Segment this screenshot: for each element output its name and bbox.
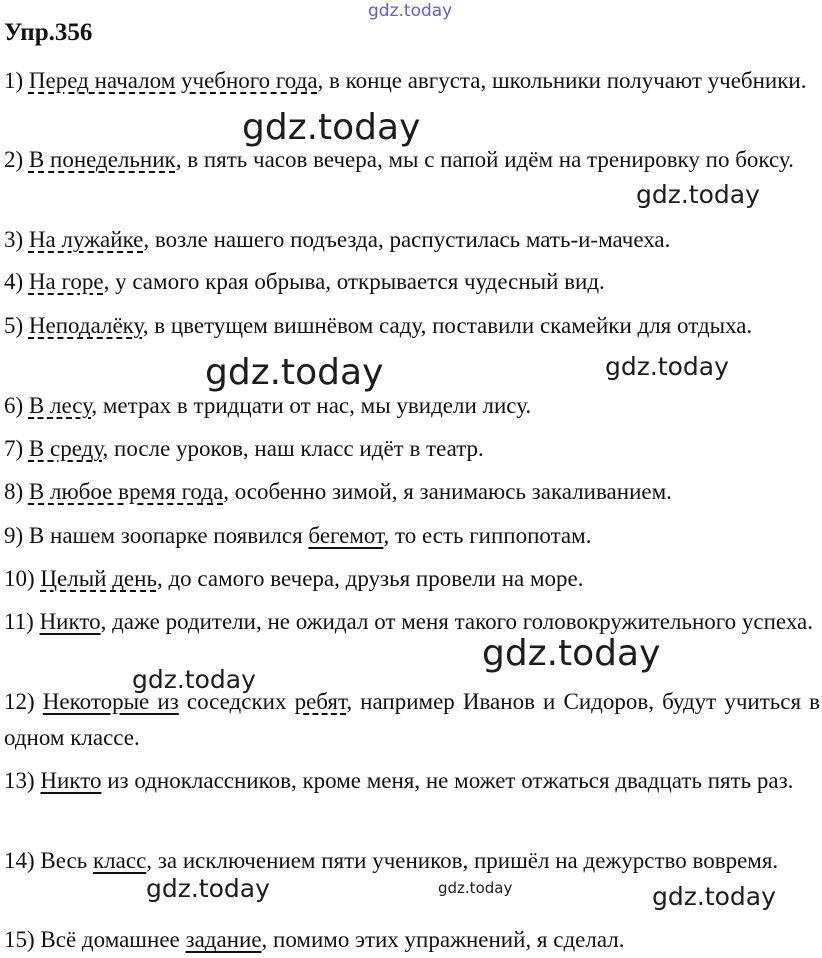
marked-word: ребят [294, 689, 347, 714]
sentence-14 [4, 843, 820, 879]
watermark: gdz.today [652, 882, 776, 911]
marked-word: задание [185, 927, 262, 952]
sentence-6 [4, 388, 820, 424]
marked-phrase: На лужайке [28, 227, 144, 252]
marked-phrase: Некоторые из [42, 689, 179, 714]
watermark: gdz.today [482, 633, 661, 674]
sentence-text: , до самого вечера, друзья провели на море. [156, 566, 584, 591]
sentence-number: 7) [4, 436, 24, 461]
watermark: gdz.today [146, 874, 270, 903]
sentence-text: , даже родители, не ожидал от меня такого головокружительного успеха. [100, 609, 813, 634]
watermark: gdz.today [205, 352, 384, 393]
sentence-number: 9) [4, 523, 24, 548]
sentence-1 [4, 63, 820, 99]
sentence-text: , после уроков, наш класс идёт в театр. [102, 436, 484, 461]
sentence-9 [4, 518, 820, 554]
watermark: gdz.today [368, 1, 453, 21]
marked-phrase: В лесу [28, 393, 92, 418]
sentence-10 [4, 561, 820, 597]
sentence-number: 15) [4, 927, 35, 952]
sentence-4 [4, 264, 820, 300]
sentence-7 [4, 431, 820, 467]
sentence-11 [4, 604, 820, 640]
sentence-text: из одноклассников, кроме меня, не может отжаться двадцать пять раз. [101, 768, 794, 793]
sentence-13 [4, 763, 820, 799]
sentence-text: , в пять часов вечера, мы с папой идём на тренировку по боксу. [175, 147, 794, 172]
marked-word: класс [93, 848, 147, 873]
watermark: gdz.today [132, 665, 256, 694]
sentence-number: 11) [4, 609, 34, 634]
sentence-number: 6) [4, 393, 24, 418]
marked-phrase: Перед началом учебного года [28, 68, 318, 93]
sentence-number: 12) [4, 689, 35, 714]
sentence-text: В нашем зоопарке появился [28, 523, 309, 548]
marked-phrase: В среду [28, 436, 103, 461]
sentence-text: , например Иванов и Сидоров, будут учиться в одном классе. [4, 689, 821, 750]
sentence-text: , помимо этих упражнений, я сделал. [261, 927, 625, 952]
marked-phrase: В понедельник [28, 147, 176, 172]
marked-phrase: Целый день [40, 566, 157, 591]
sentence-number: 4) [4, 269, 24, 294]
watermark: gdz.today [242, 107, 421, 148]
sentence-text: , возле нашего подъезда, распустилась мать-и-мачеха. [143, 227, 671, 252]
sentence-text: , в конце августа, школьники получают учебники. [317, 68, 807, 93]
sentence-8 [4, 474, 820, 510]
marked-word: Никто [39, 609, 101, 634]
sentence-number: 10) [4, 566, 35, 591]
marked-word: бегемот [308, 523, 384, 548]
sentence-text: соседских [178, 689, 295, 714]
sentence-text: , в цветущем вишнёвом саду, поставили скамейки для отдыха. [142, 313, 753, 338]
watermark: gdz.today [605, 352, 729, 381]
sentence-12 [4, 684, 820, 756]
marked-phrase: На горе [28, 269, 104, 294]
sentence-text: Весь [40, 848, 93, 873]
sentence-number: 2) [4, 147, 24, 172]
sentence-text: , за исключением пяти учеников, пришёл на дежурство вовремя. [146, 848, 779, 873]
sentence-number: 14) [4, 848, 35, 873]
sentence-text: Всё домашнее [40, 927, 186, 952]
watermark: gdz.today [438, 879, 513, 897]
sentence-number: 5) [4, 313, 24, 338]
sentence-number: 8) [4, 479, 24, 504]
exercise-title: Упр.356 [4, 19, 93, 46]
sentence-number: 1) [4, 68, 24, 93]
sentence-text: , метрах в тридцати от нас, мы увидели лису. [91, 393, 532, 418]
marked-word: Никто [40, 768, 102, 793]
marked-phrase: В любое время года [28, 479, 224, 504]
sentence-text: , у самого края обрыва, открывается чудесный вид. [103, 269, 605, 294]
sentence-3 [4, 222, 820, 258]
watermark: gdz.today [636, 180, 760, 209]
marked-phrase: Неподалёку [28, 313, 143, 338]
sentence-text: , особенно зимой, я занимаюсь закаливанием. [223, 479, 672, 504]
sentence-5 [4, 308, 820, 344]
sentence-number: 13) [4, 768, 35, 793]
sentence-number: 3) [4, 227, 24, 252]
sentence-text: , то есть гиппопотам. [383, 523, 592, 548]
